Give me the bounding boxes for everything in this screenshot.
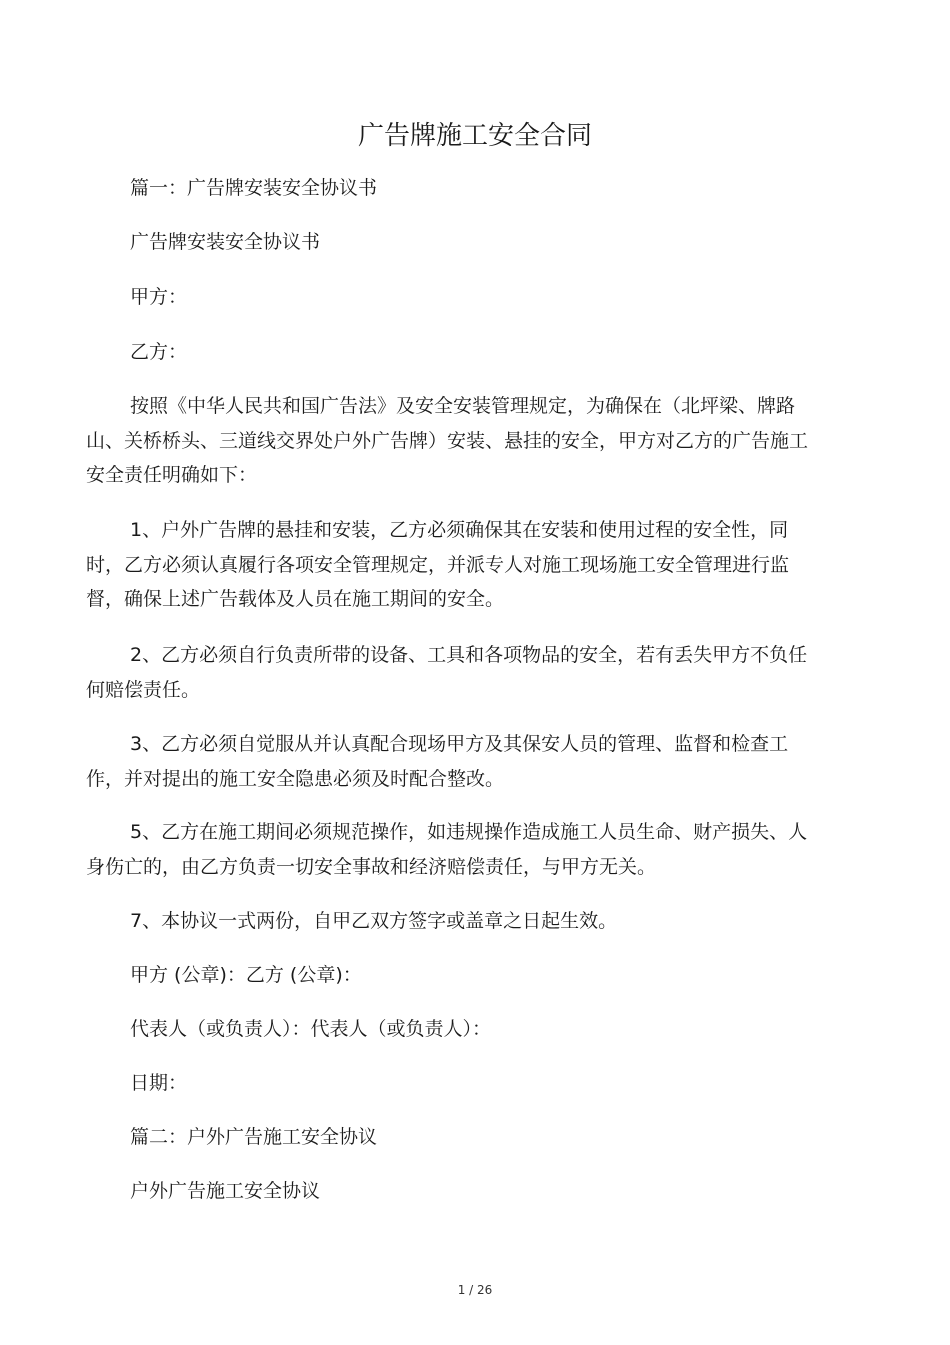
clause-3: 3、乙方必须自觉服从并认真配合现场甲方及其保安人员的管理、监督和检查工作，并对提出的施工安全隐患必须及时配合整改。 [86,733,789,790]
seal-line: 甲方 (公章)：乙方 (公章)： [130,964,362,986]
document-title: 广告牌施工安全合同 [357,121,592,151]
clause-7: 7、本协议一式两份，自甲乙双方签字或盖章之日起生效。 [130,910,618,932]
intro-paragraph: 按照《中华人民共和国广告法》及安全安装管理规定，为确保在（北坪梁、牌路山、关桥桥头、三道线交界处户外广告牌）安装、悬挂的安全，甲方对乙方的广告施工安全责任明确如下： [86,395,809,486]
agreement-title-2: 户外广告施工安全协议 [130,1180,321,1202]
party-b-label: 乙方： [130,341,188,363]
clause-1: 1、户外广告牌的悬挂和安装，乙方必须确保其在安装和使用过程的安全性，同时，乙方必须认真履行各项安全管理规定，并派专人对施工现场施工安全管理进行监督，确保上述广告载体及人员在施工期间的安全。 [86,519,790,610]
section-heading-1: 篇一：广告牌安装安全协议书 [130,177,378,199]
section-heading-2: 篇二：户外广告施工安全协议 [130,1126,378,1148]
representative-line: 代表人（或负责人）：代表人（或负责人）： [130,1018,492,1040]
date-line: 日期： [130,1072,188,1094]
party-a-label: 甲方： [130,286,188,308]
clause-5: 5、乙方在施工期间必须规范操作，如违规操作造成施工人员生命、财产损失、人身伤亡的，由乙方负责一切安全事故和经济赔偿责任，与甲方无关。 [86,821,808,878]
clause-2: 2、乙方必须自行负责所带的设备、工具和各项物品的安全，若有丢失甲方不负任何赔偿责任。 [86,644,808,701]
agreement-title-1: 广告牌安装安全协议书 [130,231,321,253]
page-indicator: 1 / 26 [457,1283,493,1297]
